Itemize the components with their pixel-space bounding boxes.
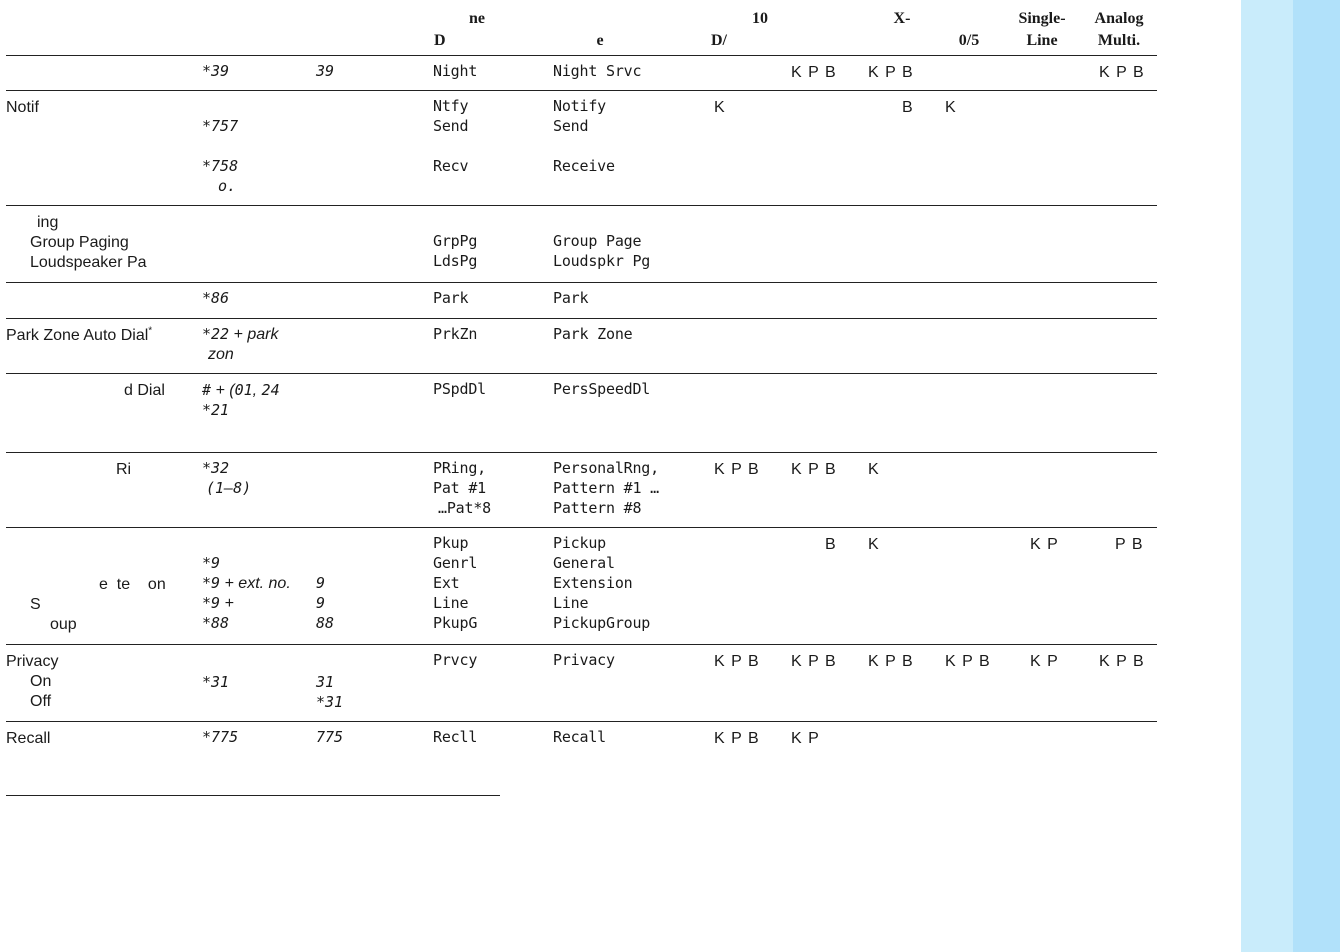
header-single-line: Single- Line [1018,10,1066,49]
page-edge-tab-dark [1293,0,1340,952]
header-analog-multi: Analog Multi. [1094,10,1144,49]
footnote-rule [6,795,500,796]
header-phone-4: 0/5 [958,32,980,49]
header-rule [6,55,1157,56]
header-display-name-1: ne D [434,10,485,49]
header-phone-3: X- [893,10,911,27]
page-edge-tab [1241,0,1293,952]
park-zone-label: Park Zone Auto Dial* [6,325,153,344]
header-display-name-2: e [596,32,604,49]
header-phone-1: 10 D/ [711,10,768,49]
